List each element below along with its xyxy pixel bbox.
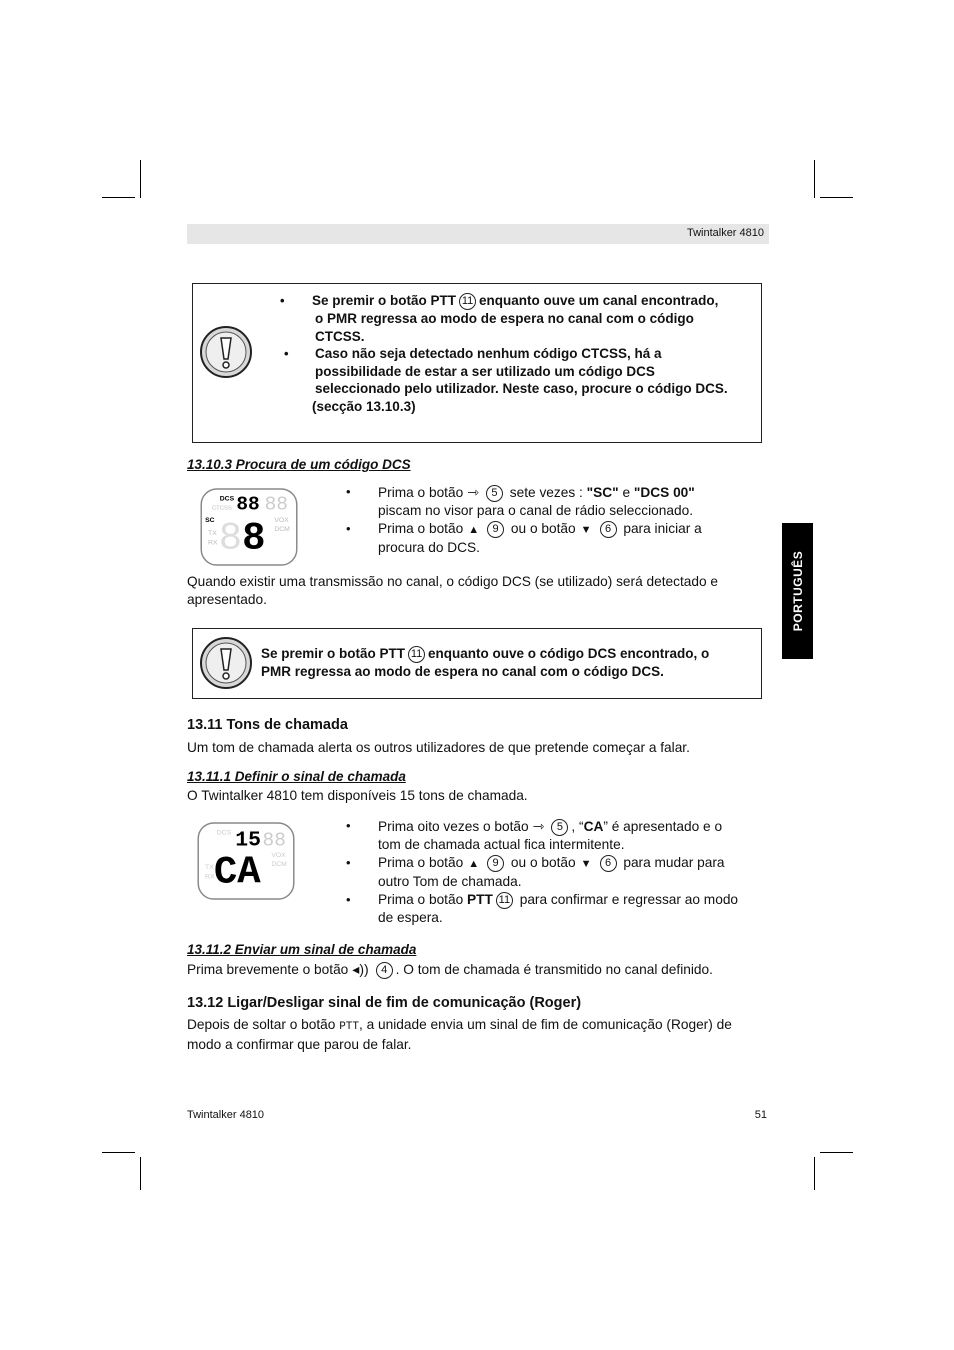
button-number-badge: 5 [486,485,503,502]
lcd-display-dcs [199,488,299,566]
section-title: 13.11 Tons de chamada [187,717,348,733]
item-text: CA [583,819,604,834]
up-arrow-icon: ▲ [468,858,480,870]
paragraph-text: , a unidade envia um sinal de fim de comunicação (Roger) de [359,1017,732,1032]
bullet: • [346,855,351,870]
item-text: para iniciar a [623,521,702,536]
svg-text:RX: RX [205,873,215,881]
item-text: e [622,485,631,500]
item-text: piscam no visor para o canal de rádio seleccionado. [378,503,693,518]
item-text: outro Tom de chamada. [378,874,522,889]
menu-button-icon: ⇾ [467,484,479,500]
note-line: Caso não seja detectado nenhum código CTCSS, há a [315,346,662,361]
lcd-top-digits: 15 [235,828,262,853]
svg-text:DCM: DCM [271,860,287,868]
note-text: enquanto ouve o código DCS encontrado, o [428,646,710,661]
note-line: o PMR regressa ao modo de espera no canal com o código [315,311,694,326]
subsection-title: 13.10.3 Procura de um código DCS [187,457,411,472]
crop-mark [820,1152,853,1153]
menu-button-icon: ⇾ [532,818,545,834]
item-text: Prima o botão [378,485,464,500]
lcd-top-digits: 88 [236,493,260,516]
language-tab-label: PORTUGUÊS [790,550,805,632]
paragraph-line: modo a confirmar que parou de falar. [187,1037,412,1052]
lcd-tx-label: TX [208,529,217,537]
item-text: Prima o botão [378,521,464,536]
bullet: • [346,892,351,907]
warning-text [261,645,759,681]
crop-mark [814,1157,815,1190]
crop-mark [102,1152,135,1153]
paragraph-text: . O tom de chamada é transmitido no canal definido. [395,962,713,977]
button-number-badge: 4 [376,962,393,979]
bullet: • [346,818,351,833]
svg-text:VOX: VOX [271,852,286,860]
lcd-ghost-digit: 8 [218,516,243,561]
ptt-label: PTT [339,1021,360,1033]
paragraph-line: Quando existir uma transmissão no canal, o código DCS (se utilizado) será detectado e [187,574,719,589]
subsection-title: 13.11.1 Definir o sinal de chamada [187,769,406,784]
footer-title: Twintalker 4810 [187,1109,265,1121]
item-text: de espera. [378,910,443,925]
call-button-icon: ◂)) [352,961,369,977]
lcd-top-ghost-digits: 88 [264,493,289,516]
note-text: Se premir o botão PTT [312,293,457,308]
list-item [346,854,766,891]
item-text: Prima o botão [378,855,464,870]
lcd-vox-label: VOX [274,517,289,525]
paragraph-text: Depois de soltar o botão [187,1017,336,1032]
header-bar [187,224,769,244]
crop-mark [140,1157,141,1190]
item-text: Prima oito vezes o botão [378,819,529,834]
bullet: • [346,484,351,499]
svg-text:88: 88 [262,829,286,852]
button-number-badge: 11 [408,646,425,663]
warning-icon [199,325,253,379]
crop-mark [814,160,815,198]
list-item [346,891,766,927]
note-line: PMR regressa ao modo de espera no canal com o código DCS. [261,664,664,679]
item-text: "DCS 00" [633,485,695,500]
instruction-list [346,483,766,557]
note-line: seleccionado pelo utilizador. Neste caso, procure o código DCS. [315,381,728,396]
paragraph [187,1016,772,1054]
button-number-badge: 11 [496,892,513,909]
button-number-badge: 6 [600,521,617,538]
button-number-badge: 11 [459,293,476,310]
lcd-display-call-tone [196,822,296,900]
button-number-badge: 9 [487,855,504,872]
down-arrow-icon: ▼ [580,858,592,870]
lcd-ctcss-label: CTCSS [211,505,232,512]
bullet: • [346,521,351,536]
warning-text [280,292,760,415]
section-title: 13.12 Ligar/Desligar sinal de fim de comunicação (Roger) [187,995,582,1011]
language-tab [782,523,813,659]
paragraph: O Twintalker 4810 tem disponíveis 15 tons de chamada. [187,788,528,803]
lcd-dcs-label: DCS [219,495,235,503]
note-line: possibilidade de estar a ser utilizado um código DCS [315,363,655,379]
item-text: ou o botão [510,855,576,870]
button-number-badge: 5 [551,819,568,836]
paragraph-line: apresentado. [187,592,267,607]
lcd-dcm-label: DCM [274,525,290,533]
page-number: 51 [754,1109,767,1121]
svg-text:DCS: DCS [216,829,232,837]
item-text: , “ [571,819,584,834]
item-text: para mudar para [623,855,725,870]
item-text: PTT [467,892,493,907]
bullet: • [280,293,285,308]
note-text: enquanto ouve um canal encontrado, [479,293,719,308]
list-item [346,483,766,520]
paragraph [187,573,767,609]
note-line: (secção 13.10.3) [312,398,416,414]
lcd-sc-label: SC [205,517,215,525]
crop-mark [140,160,141,198]
paragraph: Um tom de chamada alerta os outros utilizadores de que pretende começar a falar. [187,740,690,755]
lcd-main-digit: 8 [242,516,266,561]
crop-mark [102,197,135,198]
item-text: procura do DCS. [378,540,480,555]
up-arrow-icon: ▲ [468,524,480,536]
instruction-list [346,817,766,927]
svg-text:TX: TX [205,863,214,871]
crop-mark [820,197,853,198]
item-text: "SC" [586,485,619,500]
warning-icon [199,636,253,690]
down-arrow-icon: ▼ [580,524,592,536]
bullet: • [284,346,289,361]
list-item [346,520,766,557]
item-text: ” é apresentado e o [603,819,723,834]
lcd-main-digits: CA [213,850,261,895]
button-number-badge: 6 [600,855,617,872]
paragraph [187,960,713,979]
item-text: sete vezes : [509,485,583,500]
header-title: Twintalker 4810 [686,227,764,239]
item-text: para confirmar e regressar ao modo [519,892,739,907]
note-text: Se premir o botão PTT [261,646,406,661]
item-text: Prima o botão [378,892,464,907]
button-number-badge: 9 [487,521,504,538]
lcd-rx-label: RX [208,539,218,547]
paragraph-text: Prima brevemente o botão [187,962,349,977]
item-text: tom de chamada actual fica intermitente. [378,837,625,852]
item-text: ou o botão [510,521,576,536]
list-item [346,817,766,854]
note-line: CTCSS. [315,328,365,344]
subsection-title: 13.11.2 Enviar um sinal de chamada [187,942,417,957]
